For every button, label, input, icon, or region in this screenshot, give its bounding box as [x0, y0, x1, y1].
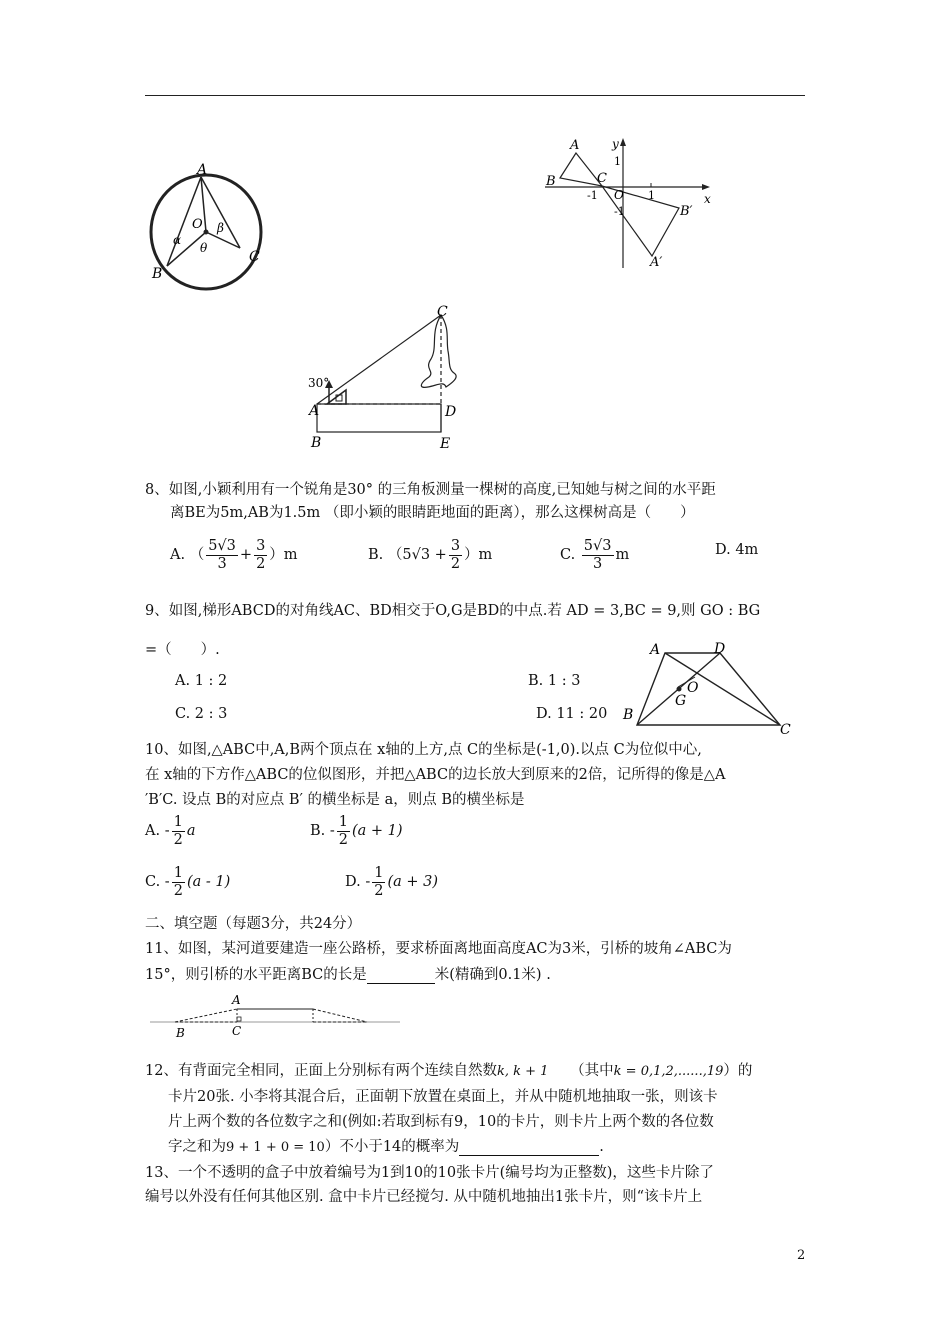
label-G: G [675, 693, 687, 709]
circle-figure [145, 158, 275, 293]
q12-answer-blank[interactable] [459, 1139, 599, 1156]
q8-option-d: D. 4m [715, 542, 759, 558]
angle-30: 30° [308, 376, 330, 390]
label-E: E [440, 436, 451, 451]
label-beta: β [217, 221, 224, 235]
q10-option-b: B. - $\frac{1}{2}$ (a + 1) [310, 814, 403, 848]
q10-option-c: C. - $\frac{1}{2}$ (a - 1) [145, 865, 231, 899]
q8-option-b: B. （5√3 + $\frac{3}{2}$ ）m [368, 538, 493, 572]
page-number: 2 [797, 1248, 806, 1263]
tick-neg1-y: -1 [614, 205, 625, 218]
label-alpha: α [173, 233, 182, 247]
label-C: C [232, 1024, 242, 1038]
q11-stem-line1: 11、如图，某河道要建造一座公路桥，要求桥面离地面高度AC为3米，引桥的坡角∠ABC为 [145, 941, 732, 957]
label-O: O [614, 188, 624, 202]
label-x: x [704, 192, 711, 206]
label-A: A [232, 993, 241, 1007]
tick-1-x: 1 [648, 189, 655, 202]
q11-stem-line2: 15°，则引桥的水平距离BC的长是 米(精确到0.1米) . [145, 967, 551, 983]
label-A: A [309, 403, 320, 419]
label-B: B [152, 266, 163, 282]
q9-stem-line2: =（ ）. [145, 642, 220, 658]
label-y: y [612, 137, 619, 151]
q12-stem-line4: 字之和为9 + 1 + 0 = 10）不小于14的概率为 . [168, 1139, 604, 1155]
label-C: C [437, 304, 448, 320]
label-B: B [176, 1026, 185, 1040]
q12-stem-line3: 片上两个数的各位数字之和(例如:若取到标有9，10的卡片，则卡片上两个数的各位数 [168, 1114, 714, 1130]
label-O: O [687, 680, 699, 696]
q9-option-b: B. 1 : 3 [528, 673, 581, 689]
section-title-fill-in: 二、填空题（每题3分，共24分） [145, 916, 362, 932]
label-B: B [546, 174, 556, 189]
bridge-figure [145, 990, 405, 1042]
label-B-prime: B′ [680, 204, 693, 219]
label-C: C [597, 171, 607, 186]
label-C: C [780, 722, 791, 738]
label-A: A [570, 138, 580, 153]
coordinate-figure [540, 133, 720, 273]
tree-figure [300, 303, 475, 451]
q8-option-c: C. $\frac{5√3}{3}$ m [560, 538, 630, 572]
q8-stem-line1: 8、如图,小颖利用有一个锐角是30° 的三角板测量一棵树的高度,已知她与树之间的水平距 [145, 482, 716, 498]
q9-stem-line1: 9、如图,梯形ABCD的对角线AC、BD相交于O,G是BD的中点.若 AD = 3,BC = 9,则 GO : BG [145, 603, 761, 619]
label-D: D [714, 641, 726, 657]
q10-stem-line3: ′B′C. 设点 B的对应点 B′ 的横坐标是 a，则点 B的横坐标是 [145, 792, 525, 808]
q13-stem-line1: 13、一个不透明的盒子中放着编号为1到10的10张卡片(编号均为正整数)，这些卡片除了 [145, 1165, 714, 1181]
label-O: O [192, 217, 203, 232]
q13-stem-line2: 编号以外没有任何其他区别. 盒中卡片已经搅匀. 从中随机地抽出1张卡片，则“该卡片上 [145, 1189, 703, 1205]
q9-option-d: D. 11 : 20 [536, 706, 608, 722]
q8-option-a: A. （ $\frac{5√3}{3}$ + $\frac{3}{2}$ ）m [170, 538, 298, 572]
q11-answer-blank[interactable] [367, 967, 435, 984]
trapezoid-figure [615, 640, 805, 740]
q10-stem-line1: 10、如图,△ABC中,A,B两个顶点在 x轴的上方,点 C的坐标是(-1,0).以点 C为位似中心, [145, 742, 702, 758]
label-C: C [249, 249, 260, 265]
label-theta: θ [200, 241, 208, 255]
q12-stem-line1: 12、有背面完全相同，正面上分别标有两个连续自然数k, k + 1 （其中k = 0,1,2,......,19）的 [145, 1063, 753, 1079]
q10-option-a: A. - $\frac{1}{2}$ a [145, 814, 196, 848]
label-A: A [197, 162, 208, 178]
header-rule [145, 95, 805, 96]
label-B: B [623, 707, 634, 723]
label-D: D [445, 404, 457, 420]
label-A-prime: A′ [650, 255, 663, 270]
tick-neg1-x: -1 [587, 189, 598, 202]
q9-option-c: C. 2 : 3 [175, 706, 228, 722]
q10-option-d: D. - $\frac{1}{2}$ (a + 3) [345, 865, 439, 899]
q9-option-a: A. 1 : 2 [175, 673, 228, 689]
label-B: B [311, 435, 322, 451]
q10-stem-line2: 在 x轴的下方作△ABC的位似图形，并把△ABC的边长放大到原来的2倍，记所得的像是△A [145, 767, 726, 783]
label-A: A [650, 642, 661, 658]
tick-1-y: 1 [614, 155, 621, 168]
q8-stem-line2: 离BE为5m,AB为1.5m （即小颖的眼睛距地面的距离），那么这棵树高是（ ） [170, 505, 695, 521]
q12-stem-line2: 卡片20张. 小李将其混合后，正面朝下放置在桌面上，并从中随机地抽取一张，则该卡 [168, 1089, 718, 1105]
